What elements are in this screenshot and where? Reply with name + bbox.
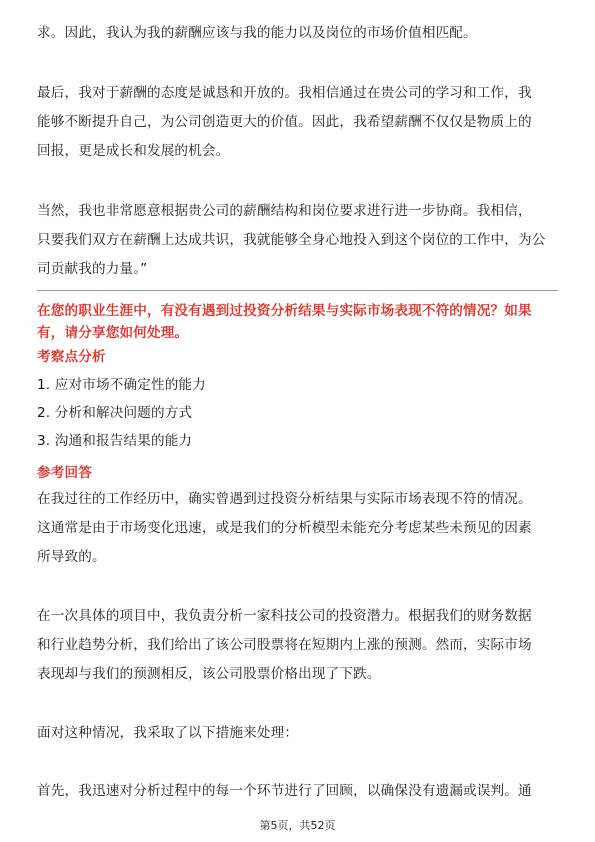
answer-line: 面对这种情况，我采取了以下措施来处理：: [37, 725, 299, 741]
answer-line: 所导致的。: [37, 549, 106, 565]
paragraph-line: 回报，更是成长和发展的机会。: [37, 143, 230, 159]
paragraph-line: 只要我们双方在薪酬上达成共识，我就能够全身心地投入到这个岗位的工作中，为公: [37, 232, 546, 248]
analysis-item: 3. 沟通和报告结果的能力: [37, 433, 193, 449]
paragraph-line: 最后，我对于薪酬的态度是诚恳和开放的。我相信通过在贵公司的学习和工作，我: [37, 85, 532, 101]
answer-line: 这通常是由于市场变化迅速，或是我们的分析模型未能充分考虑某些未预见的因素: [37, 520, 532, 536]
paragraph-line: 能够不断提升自己，为公司创造更大的价值。因此，我希望薪酬不仅仅是物质上的: [37, 114, 532, 130]
page-number: 第5页，共52页: [259, 819, 336, 832]
paragraph-line: 司贡献我的力量。”: [37, 261, 148, 277]
paragraph-line: 求。因此，我认为我的薪酬应该与我的能力以及岗位的市场价值相匹配。: [37, 25, 477, 41]
analysis-item: 1. 应对市场不确定性的能力: [37, 377, 206, 393]
answer-line: 表现却与我们的预测相反，该公司股票价格出现了下跌。: [37, 666, 381, 682]
answer-line: 在我过往的工作经历中，确实曾遇到过投资分析结果与实际市场表现不符的情况。: [37, 491, 532, 507]
paragraph-line: 当然，我也非常愿意根据贵公司的薪酬结构和岗位要求进行进一步协商。我相信，: [37, 203, 532, 219]
answer-heading: 参考回答: [37, 465, 92, 481]
analysis-heading: 考察点分析: [37, 349, 106, 365]
question-line: 有，请分享您如何处理。: [37, 325, 189, 341]
answer-line: 首先，我迅速对分析过程中的每一个环节进行了回顾，以确保没有遗漏或误判。通: [37, 783, 532, 799]
answer-line: 在一次具体的项目中，我负责分析一家科技公司的投资潜力。根据我们的财务数据: [37, 608, 532, 624]
analysis-item: 2. 分析和解决问题的方式: [37, 405, 193, 421]
question-line: 在您的职业生涯中，有没有遇到过投资分析结果与实际市场表现不符的情况？如果: [37, 303, 532, 319]
answer-line: 和行业趋势分析，我们给出了该公司股票将在短期内上涨的预测。然而，实际市场: [37, 637, 532, 653]
section-divider: [37, 290, 558, 291]
